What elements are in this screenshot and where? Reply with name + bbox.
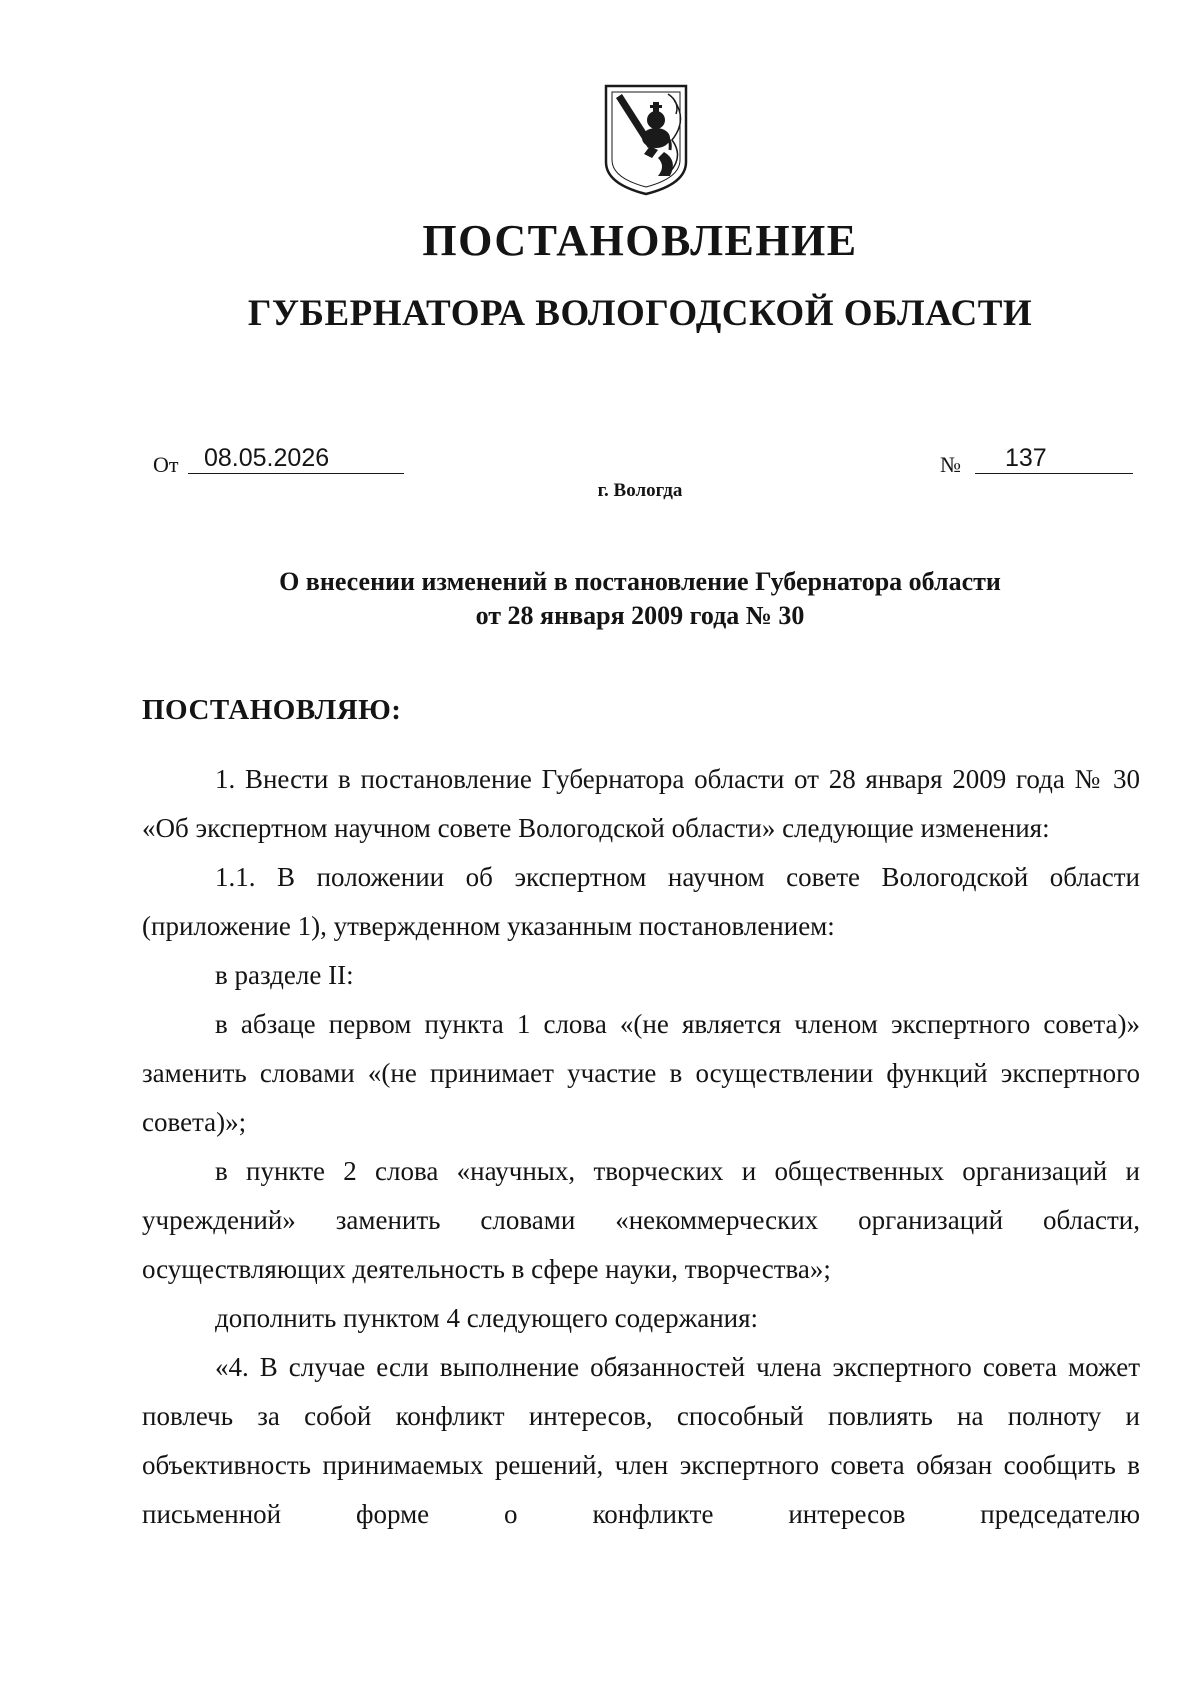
document-body: [142, 755, 1140, 1539]
paragraph: в разделе II:: [215, 960, 354, 990]
document-title: ПОСТАНОВЛЕНИЕ: [422, 216, 858, 265]
vologda-coat-of-arms-icon: [600, 80, 692, 198]
date-value: 08.05.2026: [188, 443, 404, 474]
paragraph: в абзаце первом пункта 1 слова «(не является членом экспертного совета)» заменить словами «(не принимает участие в осуществлении функций экспертного совета)»;: [142, 1009, 1140, 1137]
number-value: 137: [975, 443, 1133, 474]
subject-line: О внесении изменений в постановление Губернатора области: [279, 567, 1001, 596]
paragraph: 1.1. В положении об экспертном научном совете Вологодской области (приложение 1), утвержденном указанным постановлением:: [142, 862, 1140, 941]
paragraph: в пункте 2 слова «научных, творческих и общественных организаций и учреждений» заменить словами «некоммерческих организаций области, осуществляющих деятельность в сфере науки, творчества»;: [142, 1156, 1140, 1284]
subject-line: от 28 января 2009 года № 30: [475, 601, 805, 630]
paragraph: «4. В случае если выполнение обязанностей члена экспертного совета может повлечь за собой конфликт интересов, способный повлиять на полноту и объективность принимаемых решений, член экспертного совета обязан сообщить в письменной форме о конфликте интересов председателю: [142, 1352, 1140, 1529]
decree-heading: ПОСТАНОВЛЯЮ:: [142, 694, 402, 726]
number-label: №: [940, 452, 961, 477]
date-label: От: [153, 452, 179, 477]
paragraph: дополнить пунктом 4 следующего содержания:: [215, 1303, 759, 1333]
document-subject: [0, 565, 1200, 633]
paragraph: 1. Внести в постановление Губернатора области от 28 января 2009 года № 30 «Об экспертном научном совете Вологодской области» следующие изменения:: [142, 764, 1140, 843]
city-label: г. Вологда: [597, 480, 683, 501]
document-issuer: ГУБЕРНАТОРА ВОЛОГОДСКОЙ ОБЛАСТИ: [247, 293, 1033, 334]
